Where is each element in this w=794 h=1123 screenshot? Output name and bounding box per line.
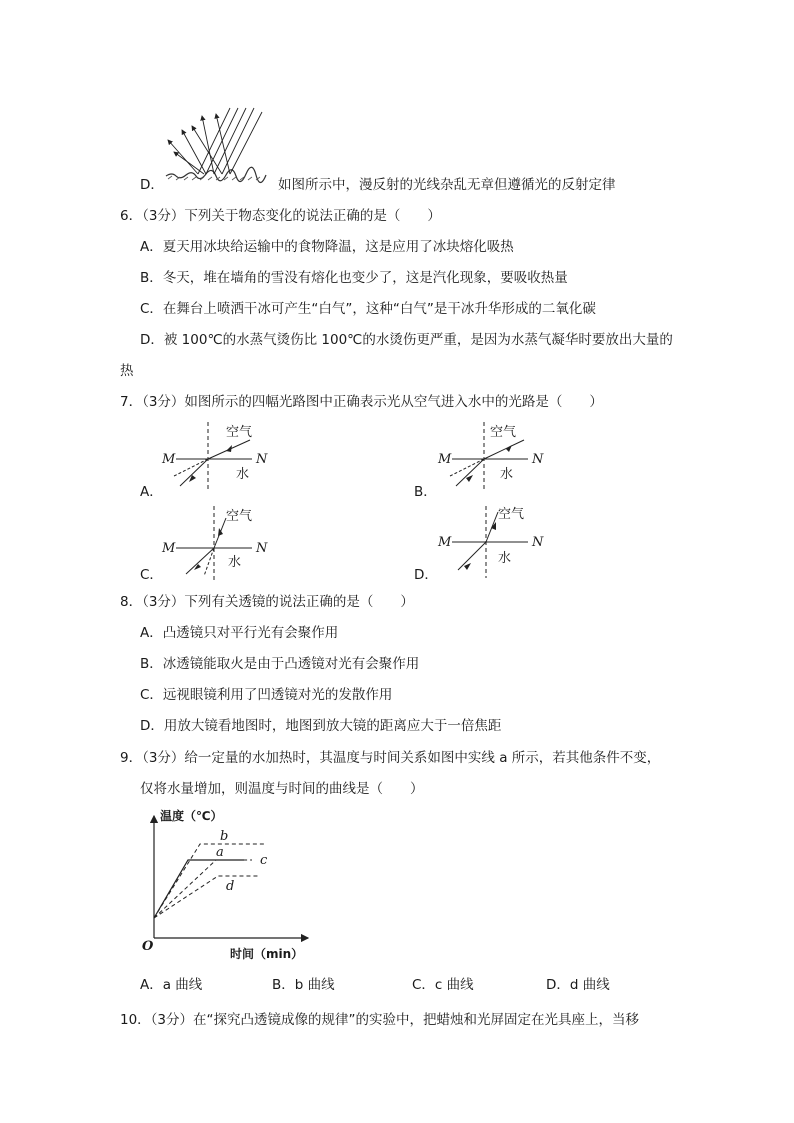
q8-option-b[interactable]: B．冰透镜能取火是由于凸透镜对光有会聚作用 xyxy=(140,656,420,672)
q9-option-b[interactable]: B．b 曲线 xyxy=(272,977,335,993)
q6-option-a[interactable]: A．夏天用冰块给运输中的食物降温，这是应用了冰块熔化吸热 xyxy=(140,239,514,255)
curve-b-label: b xyxy=(220,829,229,844)
m-label: M xyxy=(162,452,176,467)
curve-d-label: d xyxy=(226,879,235,894)
q5-option-d-letter[interactable]: D． xyxy=(140,177,164,193)
water-label: 水 xyxy=(236,467,250,482)
water-label: 水 xyxy=(500,467,514,482)
q9-stem-line2: 仅将水量增加，则温度与时间的曲线是（ ） xyxy=(140,781,424,797)
q7-diagram-c xyxy=(160,504,280,580)
water-label: 水 xyxy=(498,551,512,566)
temperature-time-graph xyxy=(140,804,320,964)
q7-diagram-a xyxy=(160,420,280,492)
q6-option-d[interactable]: D．被 100℃的水蒸气烫伤比 100℃的水烫伤更严重，是因为水蒸气凝华时要放出大量的 xyxy=(140,332,673,348)
q7-option-b[interactable]: B． xyxy=(414,484,437,500)
air-label: 空气 xyxy=(226,509,253,524)
q10-stem: 10．（3分）在“探究凸透镜成像的规律”的实验中，把蜡烛和光屏固定在光具座上，当移 xyxy=(120,1012,640,1028)
curve-c xyxy=(154,860,252,918)
q9-option-a[interactable]: A．a 曲线 xyxy=(140,977,203,993)
air-label: 空气 xyxy=(490,425,517,440)
q7-option-a[interactable]: A． xyxy=(140,484,163,500)
n-label: N xyxy=(532,535,544,550)
q6-option-b[interactable]: B．冬天，堆在墙角的雪没有熔化也变少了，这是汽化现象，要吸收热量 xyxy=(140,270,568,286)
air-label: 空气 xyxy=(226,425,253,440)
m-label: M xyxy=(162,541,176,556)
m-label: M xyxy=(438,535,452,550)
curve-b xyxy=(154,844,264,918)
n-label: N xyxy=(256,452,268,467)
q7-diagram-d xyxy=(436,504,556,580)
curve-a-label: a xyxy=(216,845,224,860)
q7-option-d[interactable]: D． xyxy=(414,567,438,583)
graph-xlabel: 时间（min） xyxy=(230,947,304,961)
q7-option-c[interactable]: C． xyxy=(140,567,163,583)
q6-option-c[interactable]: C．在舞台上喷洒干冰可产生“白气”，这种“白气”是干冰升华形成的二氧化碳 xyxy=(140,301,596,317)
q8-stem: 8．（3分）下列有关透镜的说法正确的是（ ） xyxy=(120,594,414,610)
air-label: 空气 xyxy=(498,507,525,522)
q8-option-c[interactable]: C．远视眼镜利用了凹透镜对光的发散作用 xyxy=(140,687,393,703)
diffuse-reflection-figure xyxy=(164,104,274,184)
q7-diagram-b xyxy=(436,420,556,492)
q8-option-a[interactable]: A．凸透镜只对平行光有会聚作用 xyxy=(140,625,339,641)
q8-option-d[interactable]: D．用放大镜看地图时，地图到放大镜的距离应大于一倍焦距 xyxy=(140,718,502,734)
q7-stem: 7．（3分）如图所示的四幅光路图中正确表示光从空气进入水中的光路是（ ） xyxy=(120,394,603,410)
q9-stem-line1: 9．（3分）给一定量的水加热时，其温度与时间关系如图中实线 a 所示，若其他条件不变， xyxy=(120,750,661,766)
n-label: N xyxy=(256,541,268,556)
graph-ylabel: 温度（℃） xyxy=(160,809,223,823)
water-label: 水 xyxy=(228,555,242,570)
m-label: M xyxy=(438,452,452,467)
curve-c-label: c xyxy=(260,853,268,868)
curve-d xyxy=(154,876,260,918)
graph-origin: O xyxy=(142,939,154,954)
n-label: N xyxy=(532,452,544,467)
q5-option-d-text[interactable]: 如图所示中，漫反射的光线杂乱无章但遵循光的反射定律 xyxy=(278,177,616,193)
q6-stem: 6．（3分）下列关于物态变化的说法正确的是（ ） xyxy=(120,208,441,224)
q9-option-c[interactable]: C．c 曲线 xyxy=(412,977,474,993)
q6-option-d-continued: 热 xyxy=(120,363,134,379)
q9-option-d[interactable]: D．d 曲线 xyxy=(546,977,610,993)
